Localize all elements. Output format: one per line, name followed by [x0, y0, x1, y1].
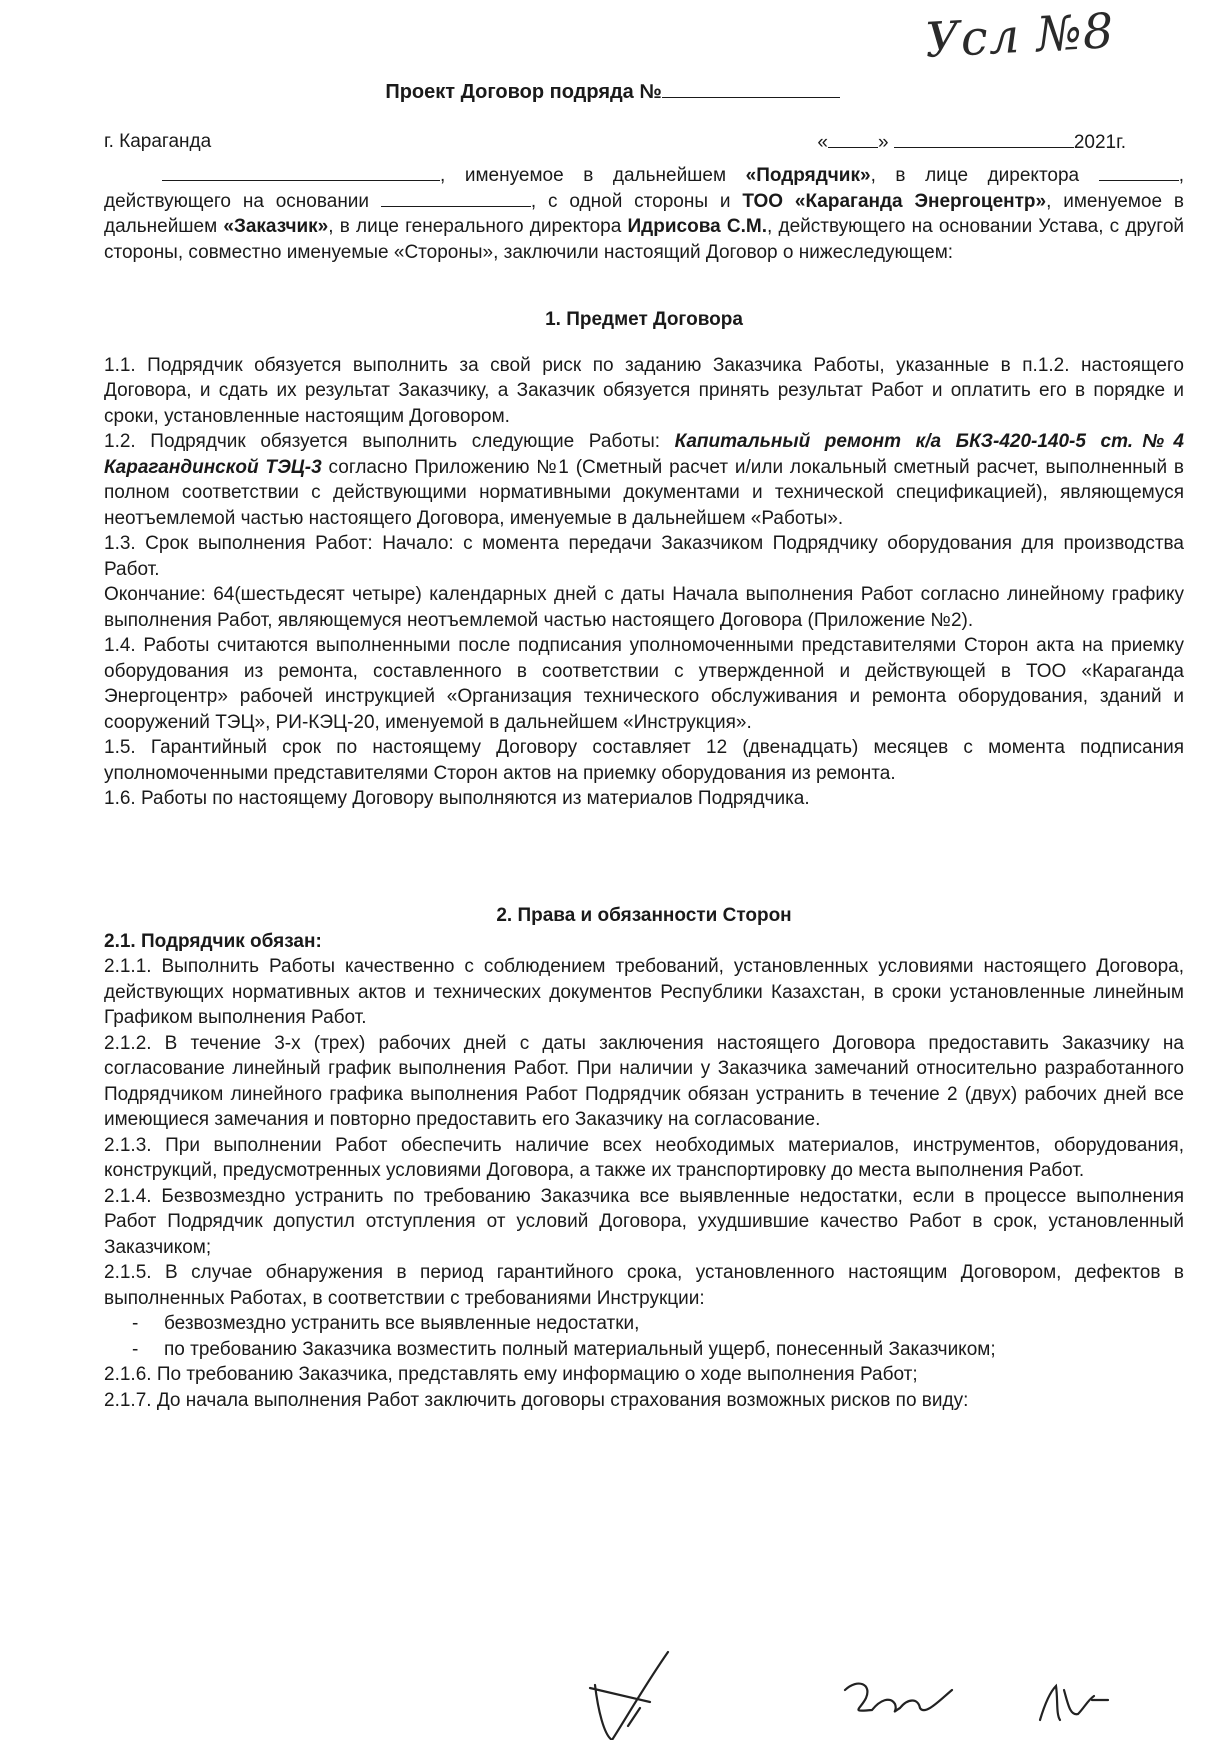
contractor-name-blank [162, 165, 440, 181]
clause-1-3-end: Окончание: 64(шестьдесят четыре) календарных дней с даты Начала выполнения Работ согласно линейному графику выполнения Работ, являющемуся неотъемлемой частью настоящего Договора (Приложение №2). [104, 584, 1184, 631]
date-year: 2021г. [1073, 132, 1126, 153]
day-blank [828, 131, 878, 148]
signatures [0, 1630, 1225, 1740]
date-open-quote: « [817, 132, 828, 153]
dash-item-1 [104, 1311, 1184, 1337]
preamble-text-7: , действующего на основании Устава, с другой стороны, совместно именуемые «Стороны», заключили настоящий Договор о нижеследующем: [104, 216, 1185, 263]
clause-2-1-2: 2.1.2. В течение 3-х (трех) рабочих дней с даты заключения настоящего Договора предоставить Заказчику на согласование линейный график выполнения Работ. При наличии у Заказчика замечаний относительно разработанного Подрядчиком линейного графика выполнения Работ Подрядчик обязан устранить в течение 2 (двух) рабочих дней все имеющиеся замечания и повторно предоставить его Заказчику на согласование. [104, 1032, 1184, 1130]
clause-1-3: 1.3. Срок выполнения Работ: Начало: с момента передачи Заказчиком Подрядчику оборудования для производства Работ. [104, 533, 1184, 580]
section-2-heading: 2. Права и обязанности Сторон [496, 905, 792, 926]
dash-item-2 [104, 1337, 1184, 1363]
preamble-text-2: , в лице директора [870, 165, 1099, 186]
preamble-text-6: , в лице генерального директора [328, 216, 628, 237]
preamble-text-3: , действующего на основании [104, 165, 1184, 212]
clause-1-6: 1.6. Работы по настоящему Договору выполняются из материалов Подрядчика. [104, 788, 810, 809]
city-label: г. Караганда [104, 131, 212, 152]
contract-number-blank [662, 79, 840, 98]
clause-1-2-rest: согласно Приложению №1 (Сметный расчет и/или локальный сметный расчет, выполненный в полном соответствии с действующими нормативными документами и технической спецификацией), являющемуся неотъемлемой частью настоящего Договора, именуемые в дальнейшем «Работы». [104, 456, 1185, 529]
dash-item-text: по требованию Заказчика возместить полный материальный ущерб, понесенный Заказчиком; [164, 1338, 996, 1360]
section-2 [104, 903, 1184, 1413]
clause-1-2 [104, 429, 1184, 531]
customer-term: «Заказчик» [223, 216, 329, 237]
clause-2-1-7: 2.1.7. До начала выполнения Работ заключить договоры страхования возможных рисков по виду: [104, 1389, 969, 1411]
basis-blank [381, 191, 531, 207]
director-blank [1099, 165, 1179, 181]
clause-1-5: 1.5. Гарантийный срок по настоящему Договору составляет 12 (двенадцать) месяцев с момента подписания уполномоченными представителями Сторон актов на приемку оборудования из ремонта. [104, 737, 1184, 784]
preamble-text-1: , именуемое в дальнейшем [440, 165, 746, 186]
director-name: Идрисова С.М. [627, 216, 767, 237]
preamble-text-4: , с одной стороны и [530, 190, 743, 212]
clause-2-1-1: 2.1.1. Выполнить Работы качественно с соблюдением требований, установленных условиями настоящего Договора, действующих нормативных актов и технических документов Республики Казахстан, в сроки установленные линейным Графиком выполнения Работ. [104, 956, 1184, 1028]
clause-2-1-3: 2.1.3. При выполнении Работ обеспечить наличие всех необходимых материалов, инструментов, оборудования, конструкций, предусмотренных условиями Договора, а также их транспортировку до места выполнения Работ. [104, 1134, 1184, 1181]
works-description: Капитальный ремонт к/а БКЗ-420-140-5 ст.№4 Карагандинской ТЭЦ-3 [104, 431, 1184, 478]
title-text: Проект Договор подряда № [385, 81, 662, 103]
preamble-text-5: , именуемое в дальнейшем [104, 190, 1184, 237]
document-title [0, 79, 1225, 104]
customer-company: ТОО «Караганда Энергоцентр» [742, 190, 1047, 212]
subsection-2-1: 2.1. Подрядчик обязан: [104, 930, 322, 952]
clause-2-1-4: 2.1.4. Безвозмездно устранить по требованию Заказчика все выявленные недостатки, если в процессе выполнения Работ Подрядчик допустил отступления от условий Договора, ухудшившие качество Работ в срок, установленный Заказчиком; [104, 1185, 1184, 1258]
clause-1-4: 1.4. Работы считаются выполненными после подписания уполномоченными представителями Сторон акта на приемку оборудования из ремонта, составленного в соответствии с утвержденной и действующей в ТОО «Караганда Энергоцентр» рабочей инструкцией «Организация технического обслуживания и ремонта оборудования, зданий и сооружений ТЭЦ», РИ-КЭЦ-20, именуемой в дальнейшем «Инструкция». [104, 635, 1184, 733]
signature-3 [1040, 1686, 1108, 1720]
signature-2 [845, 1684, 952, 1712]
clause-1-2-intro: 1.2. Подрядчик обязуется выполнить следующие Работы: [104, 431, 675, 452]
date-line [817, 131, 1126, 154]
dash-marker: - [132, 1338, 139, 1360]
month-blank [894, 131, 1074, 148]
clause-2-1-6: 2.1.6. По требованию Заказчика, представлять ему информацию о ходе выполнения Работ; [104, 1364, 918, 1385]
handwritten-note: Усл №8 [923, 3, 1116, 69]
dash-item-text: безвозмездно устранить все выявленные недостатки, [164, 1313, 640, 1334]
preamble [104, 163, 1184, 265]
contractor-term: «Подрядчик» [745, 165, 871, 186]
clause-2-1-5: 2.1.5. В случае обнаружения в период гарантийного срока, установленного настоящим Договором, дефектов в выполненных Работах, в соответствии с требованиями Инструкции: [104, 1262, 1184, 1309]
date-close-quote: » [877, 132, 889, 153]
signature-1 [590, 1652, 668, 1740]
preamble-paragraph [104, 163, 1184, 265]
section-1-heading: 1. Предмет Договора [545, 309, 743, 330]
dash-marker: - [132, 1313, 139, 1334]
section-1 [104, 307, 1184, 812]
clause-1-1: 1.1. Подрядчик обязуется выполнить за свой риск по заданию Заказчика Работы, указанные в п.1.2. настоящего Договора, и сдать их результат Заказчику, а Заказчик обязуется принять результат Работ и оплатить его в порядке и сроки, установленные настоящим Договором. [104, 354, 1184, 427]
